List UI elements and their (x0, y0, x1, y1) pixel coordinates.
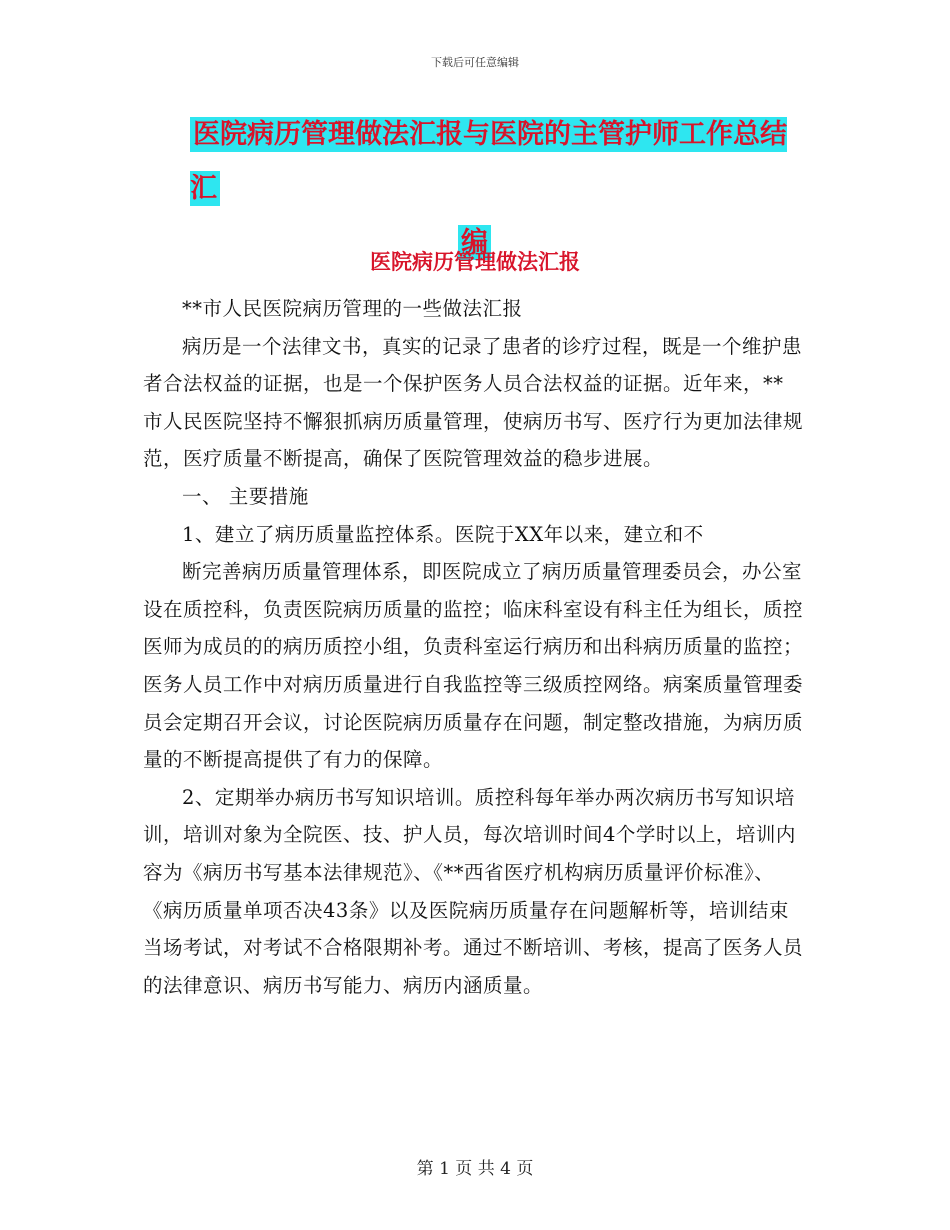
section-title: 医院病历管理做法汇报 (370, 250, 580, 274)
paragraph: 病历是一个法律文书，真实的记录了患者的诊疗过程，既是一个维护患者合法权益的证据，也是一个保护医务人员合法权益的证据。近年来，**市人民医院坚持不懈狠抓病历质量管理，使病历书写、医疗行为更加法律规范，医疗质量不断提高，确保了医院管理效益的稳步进展。 (143, 334, 804, 471)
paragraph: 断完善病历质量管理体系，即医院成立了病历质量管理委员会，办公室设在质控科，负责医院病历质量的监控；临床科室设有科主任为组长，质控医师为成员的的病历质控小组，负责科室运行病历和出科病历质量的监控；医务人员工作中对病历质量进行自我监控等三级质控网络。病案质量管理委员会定期召开会议，讨论医院病历质量存在问题，制定整改措施，为病历质量的不断提高提供了有力的保障。 (143, 560, 804, 772)
page-footer-number: 第 1 页 共 4 页 (416, 1159, 534, 1179)
paragraph: 1、建立了病历质量监控体系。医院于XX年以来，建立和不 (182, 522, 704, 546)
paragraph-intro: **市人民医院病历管理的一些做法汇报 (182, 297, 523, 320)
paragraph: 2、定期举办病历书写知识培训。质控科每年举办两次病历书写知识培训，培训对象为全院医、技、护人员，每次培训时间4个学时以上，培训内容为《病历书写基本法律规范》、《**西省医疗机构病历质量评价标准》、《病历质量单项否决43条》以及医院病历质量存在问题解析等，培训结束当场考试，对考试不合格限期补考。通过不断培训、考核，提高了医务人员的法律意识、病历书写能力、病历内涵质量。 (143, 785, 804, 997)
paragraph-heading: 一、 主要措施 (182, 484, 309, 508)
document-body (143, 290, 803, 1004)
document-title-line1: 医院病历管理做法汇报与医院的主管护师工作总结汇 (190, 119, 787, 204)
document-title-line2: 编 (458, 225, 491, 260)
page-header-note: 下载后可任意编辑 (431, 56, 519, 69)
